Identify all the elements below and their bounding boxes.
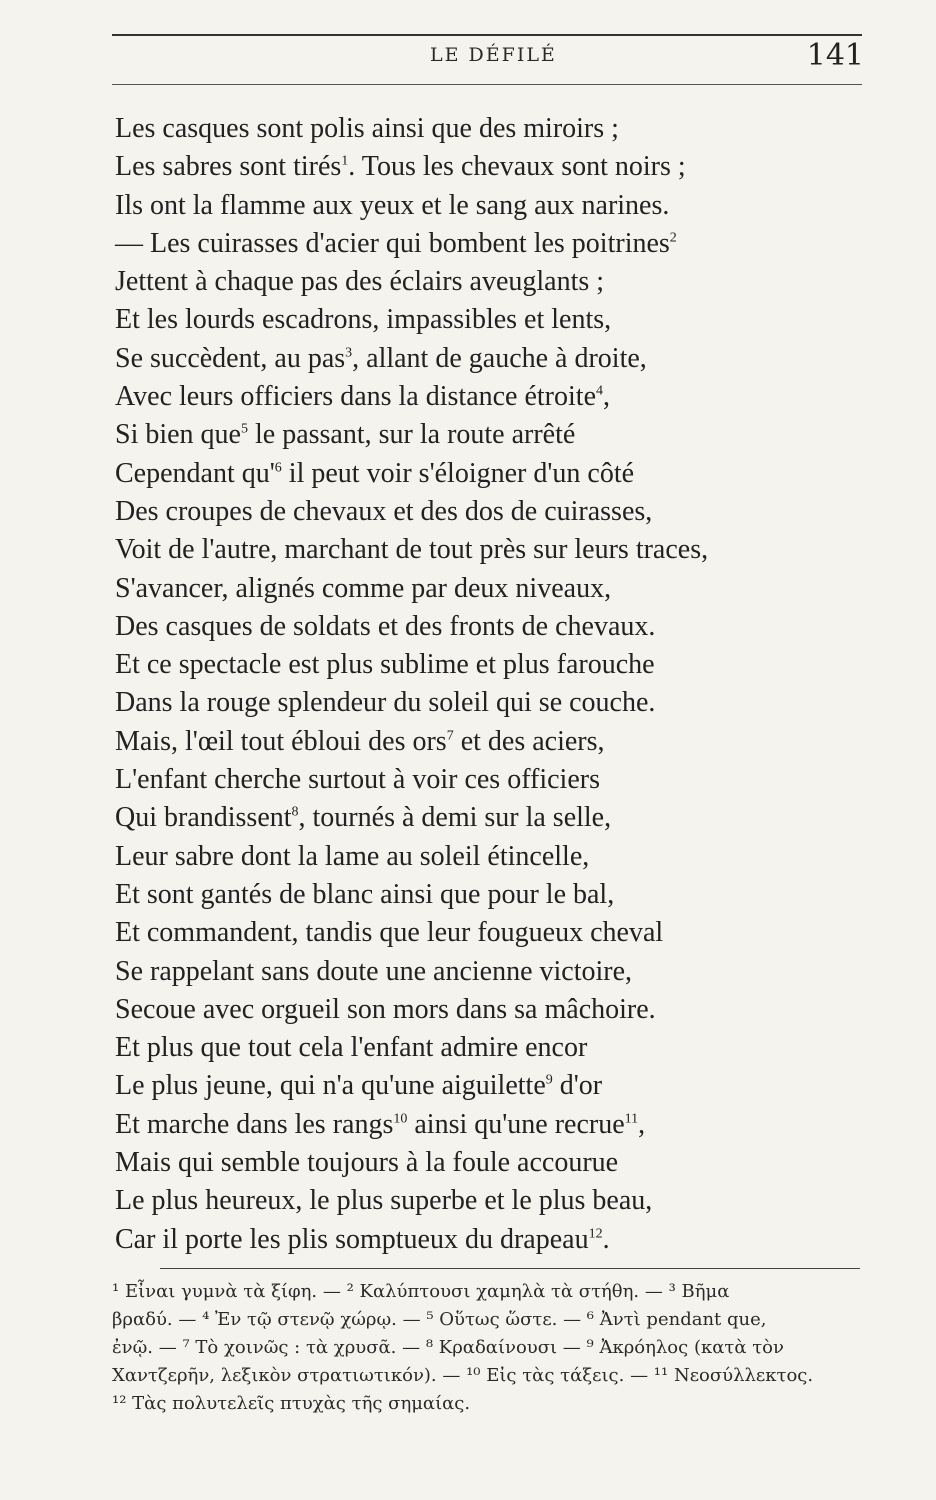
poem-line-text: et des aciers, bbox=[453, 725, 605, 757]
poem-line bbox=[115, 799, 875, 837]
poem-line-text: Si bien que bbox=[115, 419, 241, 451]
poem-line bbox=[115, 1144, 875, 1182]
footnote-line: Χαντζερῆν, λεξικὸν στρατιωτικόν). — ¹⁰ Εἰς τὰς τάξεις. — ¹¹ Νεοσύλλεκτος. bbox=[112, 1365, 814, 1386]
poem-line-text: Et ce spectacle est plus sublime et plus farouche bbox=[115, 649, 655, 681]
poem-line-text: Mais, l'œil tout ébloui des ors bbox=[115, 725, 447, 757]
poem-line bbox=[115, 761, 875, 799]
poem-line-text: Cependant qu' bbox=[115, 457, 275, 489]
poem-line-text: Car il porte les plis somptueux du drapeau bbox=[115, 1223, 589, 1255]
poem-line-text: Des casques de soldats et des fronts de chevaux. bbox=[115, 610, 656, 642]
poem-line bbox=[115, 148, 875, 186]
running-head: LE DÉFILÉ bbox=[430, 44, 557, 66]
poem-line bbox=[115, 723, 875, 761]
footnote-marker: 10 bbox=[393, 1111, 408, 1127]
poem-line bbox=[115, 263, 875, 301]
poem-line bbox=[115, 225, 875, 263]
poem-line bbox=[115, 1029, 875, 1067]
poem-line bbox=[115, 608, 875, 646]
poem-line-text: Mais qui semble toujours à la foule accourue bbox=[115, 1147, 619, 1179]
poem-line bbox=[115, 991, 875, 1029]
footnote-marker: 12 bbox=[588, 1226, 603, 1242]
poem-line-text: Se succèdent, au pas bbox=[115, 342, 346, 374]
poem-line-text: le passant, sur la route arrêté bbox=[248, 419, 576, 451]
poem-line-text: Le plus jeune, qui n'a qu'une aiguilette bbox=[115, 1070, 546, 1102]
poem-line-text: Les casques sont polis ainsi que des miroirs ; bbox=[115, 113, 619, 144]
footnote-rule bbox=[160, 1268, 860, 1269]
poem-line-text: ainsi qu'une recrue bbox=[407, 1108, 625, 1140]
poem-line-text: d'or bbox=[552, 1070, 603, 1102]
footnote-line: ¹ Εἶναι γυμνὰ τὰ ξίφη. — ² Καλύπτουσι χαμηλὰ τὰ στήθη. — ³ Βῆμα bbox=[112, 1281, 730, 1302]
poem-line-text: , bbox=[603, 381, 610, 413]
poem-line bbox=[115, 531, 875, 569]
poem-line-text: Secoue avec orgueil son mors dans sa mâchoire. bbox=[115, 993, 656, 1025]
page-number: 141 bbox=[806, 38, 864, 73]
header-rule bbox=[112, 84, 862, 85]
poem-line bbox=[115, 684, 875, 722]
poem-line bbox=[115, 570, 875, 608]
poem-line-text: il peut voir s'éloigner d'un côté bbox=[281, 457, 635, 489]
poem-line-text: Se rappelant sans doute une ancienne victoire, bbox=[115, 955, 633, 987]
poem-line-text: Ils ont la flamme aux yeux et le sang aux narines. bbox=[115, 189, 670, 221]
poem-line bbox=[115, 110, 875, 148]
footnote-marker: 2 bbox=[669, 230, 677, 246]
poem-line bbox=[115, 340, 875, 378]
footnote-marker: 1 bbox=[341, 153, 349, 169]
poem-line bbox=[115, 646, 875, 684]
poem-line-text: Et marche dans les rangs bbox=[115, 1108, 394, 1140]
poem-line-text: , tournés à demi sur la selle, bbox=[298, 802, 612, 834]
poem-line bbox=[115, 1221, 875, 1259]
footnote-marker: 9 bbox=[545, 1073, 553, 1089]
poem-line bbox=[115, 378, 875, 416]
poem-line-text: Avec leurs officiers dans la distance étroite bbox=[115, 381, 596, 413]
poem-line bbox=[115, 914, 875, 952]
poem-line-text: Et les lourds escadrons, impassibles et lents, bbox=[115, 304, 612, 336]
poem-line-text: Et sont gantés de blanc ainsi que pour le bal, bbox=[115, 878, 615, 910]
footnote-marker: 3 bbox=[345, 345, 353, 361]
poem-line-text: L'enfant cherche surtout à voir ces officiers bbox=[115, 764, 600, 796]
footnote-marker: 11 bbox=[624, 1111, 639, 1127]
poem-line bbox=[115, 1067, 875, 1105]
footnote-line: ἐνῷ. — ⁷ Τὸ χοινῶς : τὰ χρυσᾶ. — ⁸ Κραδαίνουσι — ⁹ Ἀκρόηλος (κατὰ τὸν bbox=[112, 1337, 784, 1358]
poem-line-text: Dans la rouge splendeur du soleil qui se couche. bbox=[115, 687, 656, 719]
poem-line bbox=[115, 1106, 875, 1144]
poem-line-text: S'avancer, alignés comme par deux niveaux, bbox=[115, 572, 612, 604]
poem-line-text: Des croupes de chevaux et des dos de cuirasses, bbox=[115, 495, 653, 527]
poem-line bbox=[115, 493, 875, 531]
poem-line bbox=[115, 187, 875, 225]
footnotes bbox=[112, 1278, 872, 1418]
poem-line bbox=[115, 953, 875, 991]
poem-line-text: Et commandent, tandis que leur fougueux cheval bbox=[115, 917, 664, 949]
footnote-line: ¹² Τὰς πολυτελεῖς πτυχὰς τῆς σημαίας. bbox=[112, 1393, 471, 1414]
footnote-marker: 8 bbox=[291, 805, 299, 821]
poem-line-text: , bbox=[638, 1108, 646, 1140]
footnote-marker: 7 bbox=[446, 728, 454, 744]
poem-line-text: . bbox=[602, 1223, 610, 1255]
poem-line-text: Jettent à chaque pas des éclairs aveuglants ; bbox=[115, 266, 605, 298]
poem-line bbox=[115, 838, 875, 876]
poem-line bbox=[115, 876, 875, 914]
poem-line-text: Et plus que tout cela l'enfant admire encor bbox=[115, 1032, 588, 1064]
poem-line-text: — Les cuirasses d'acier qui bombent les poitrines bbox=[115, 227, 670, 259]
poem-line bbox=[115, 301, 875, 339]
footnote-marker: 5 bbox=[241, 422, 248, 438]
top-rule bbox=[112, 34, 862, 36]
poem-line-text: Le plus heureux, le plus superbe et le plus beau, bbox=[115, 1185, 653, 1217]
footnote-marker: 4 bbox=[596, 383, 603, 399]
poem-line-text: , allant de gauche à droite, bbox=[352, 342, 647, 374]
poem-line-text: Leur sabre dont la lame au soleil étincelle, bbox=[115, 840, 590, 872]
poem-line bbox=[115, 1182, 875, 1220]
footnote-line: βραδύ. — ⁴ Ἐν τῷ στενῷ χώρῳ. — ⁵ Οὕτως ὥστε. — ⁶ Ἀντὶ pendant que, bbox=[112, 1309, 767, 1330]
poem-line-text: Qui brandissent bbox=[115, 802, 292, 834]
footnote-marker: 6 bbox=[274, 460, 282, 476]
poem-line-text: . Tous les chevaux sont noirs ; bbox=[348, 151, 686, 183]
poem-line-text: Voit de l'autre, marchant de tout près sur leurs traces, bbox=[115, 534, 709, 566]
poem-line bbox=[115, 455, 875, 493]
poem-body bbox=[115, 110, 875, 1259]
poem-line-text: Les sabres sont tirés bbox=[115, 151, 342, 183]
poem-line bbox=[115, 416, 875, 454]
